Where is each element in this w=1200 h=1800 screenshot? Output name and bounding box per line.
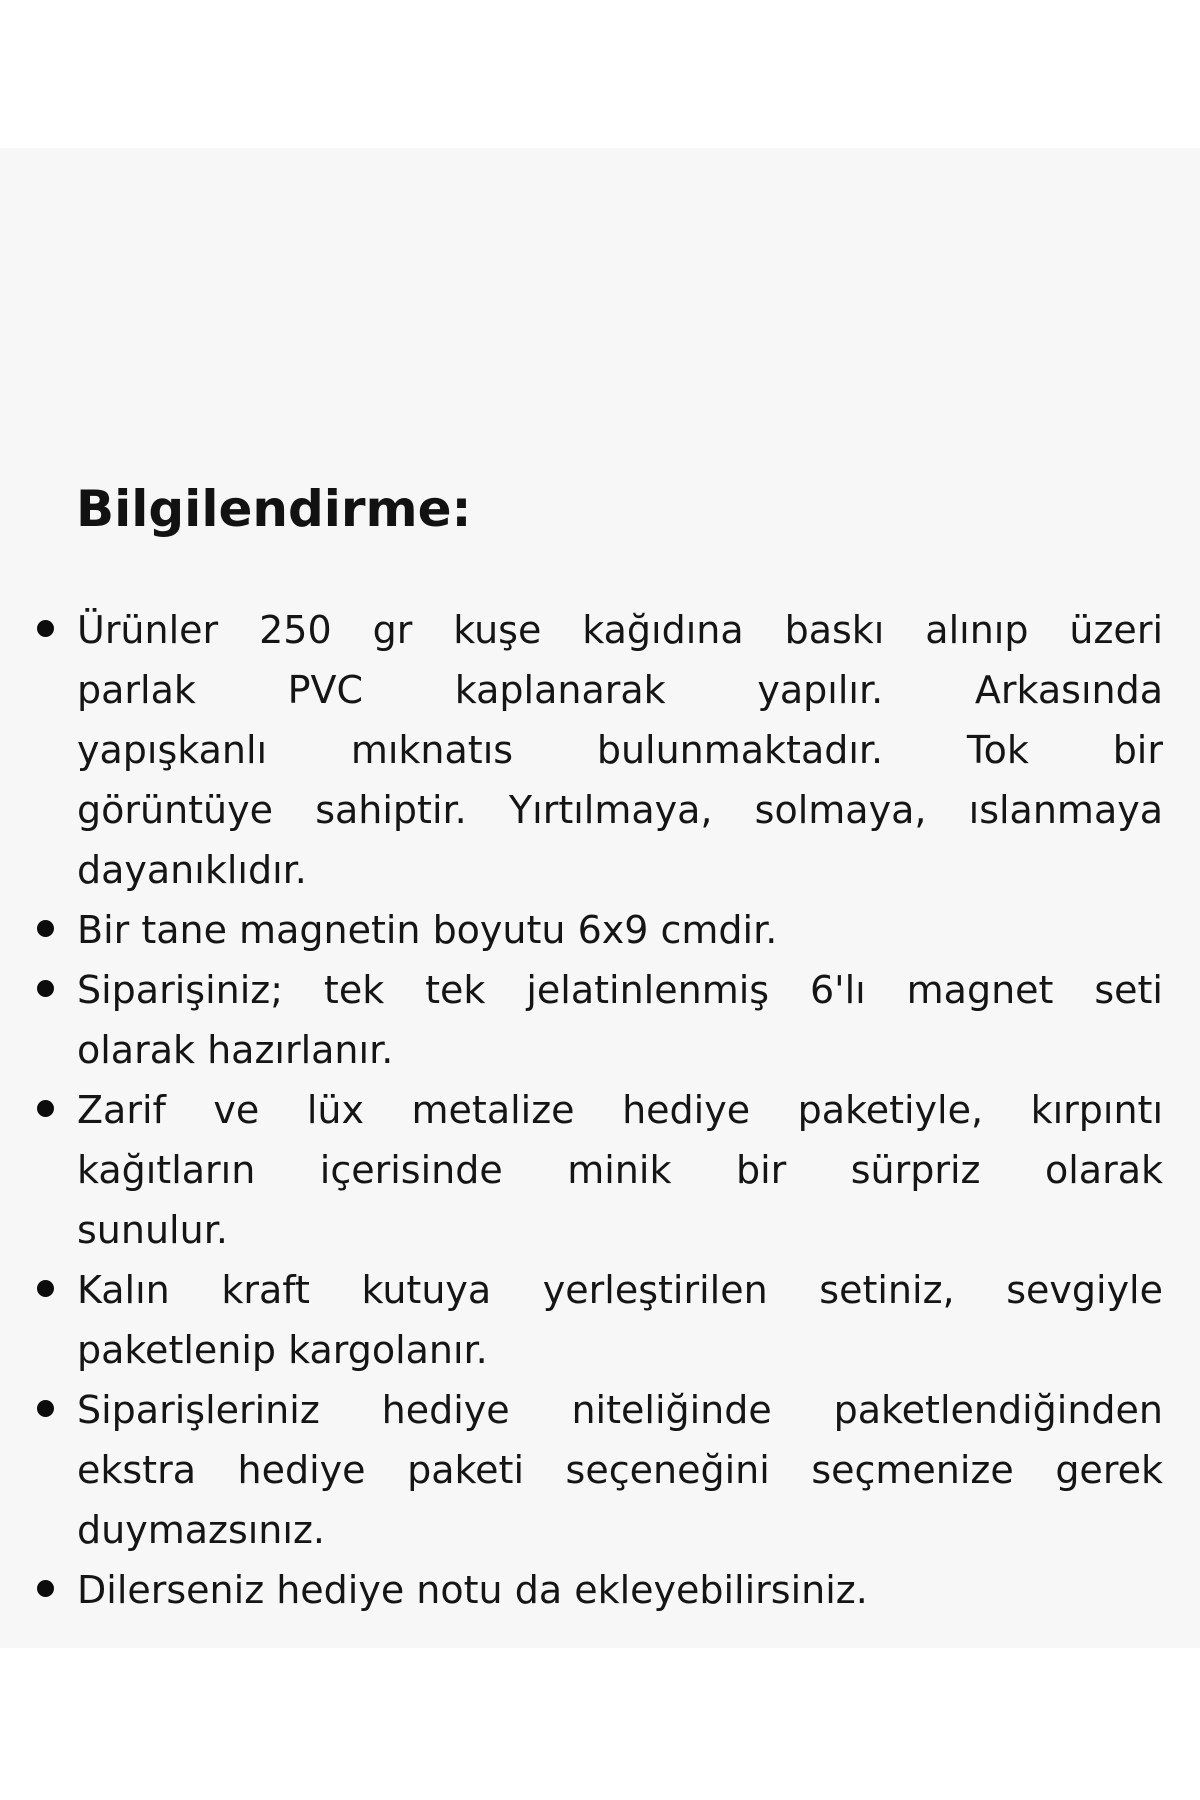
- text-line: yapışkanlı mıknatıs bulunmaktadır. Tok bir: [77, 728, 1163, 772]
- bullet-dot-icon: [37, 1400, 54, 1417]
- bullet-dot-icon: [37, 920, 54, 937]
- list-item: [77, 960, 1163, 1080]
- text-line: Siparişleriniz hediye niteliğinde paketlendiğinden: [77, 1388, 1163, 1432]
- text-line: Kalın kraft kutuya yerleştirilen setiniz, sevgiyle: [77, 1268, 1163, 1312]
- text-line: Dilerseniz hediye notu da ekleyebilirsiniz.: [77, 1568, 868, 1612]
- bullet-dot-icon: [37, 980, 54, 997]
- text-line: duymazsınız.: [77, 1508, 325, 1552]
- bullet-dot-icon: [37, 1100, 54, 1117]
- info-heading: Bilgilendirme:: [76, 480, 472, 538]
- bullet-dot-icon: [37, 1580, 54, 1597]
- text-line: dayanıklıdır.: [77, 848, 307, 892]
- text-line: Zarif ve lüx metalize hediye paketiyle, kırpıntı: [77, 1088, 1163, 1132]
- info-bullet-list: [77, 600, 1163, 1620]
- list-item: [77, 1380, 1163, 1560]
- list-item: [77, 1080, 1163, 1260]
- text-line: Siparişiniz; tek tek jelatinlenmiş 6'lı magnet seti: [77, 968, 1163, 1012]
- list-item: [77, 1560, 1163, 1620]
- list-item: [77, 600, 1163, 900]
- bullet-dot-icon: [37, 620, 54, 637]
- list-item: [77, 1260, 1163, 1380]
- text-line: görüntüye sahiptir. Yırtılmaya, solmaya, ıslanmaya: [77, 788, 1163, 832]
- info-panel: [0, 148, 1200, 1648]
- text-line: sunulur.: [77, 1208, 228, 1252]
- text-line: olarak hazırlanır.: [77, 1028, 394, 1072]
- text-line: parlak PVC kaplanarak yapılır. Arkasında: [77, 668, 1163, 712]
- text-line: kağıtların içerisinde minik bir sürpriz olarak: [77, 1148, 1163, 1192]
- list-item: [77, 900, 1163, 960]
- text-line: Bir tane magnetin boyutu 6x9 cmdir.: [77, 908, 778, 952]
- text-line: Ürünler 250 gr kuşe kağıdına baskı alınıp üzeri: [77, 608, 1163, 652]
- text-line: ekstra hediye paketi seçeneğini seçmenize gerek: [77, 1448, 1163, 1492]
- text-line: paketlenip kargolanır.: [77, 1328, 488, 1372]
- bullet-dot-icon: [37, 1280, 54, 1297]
